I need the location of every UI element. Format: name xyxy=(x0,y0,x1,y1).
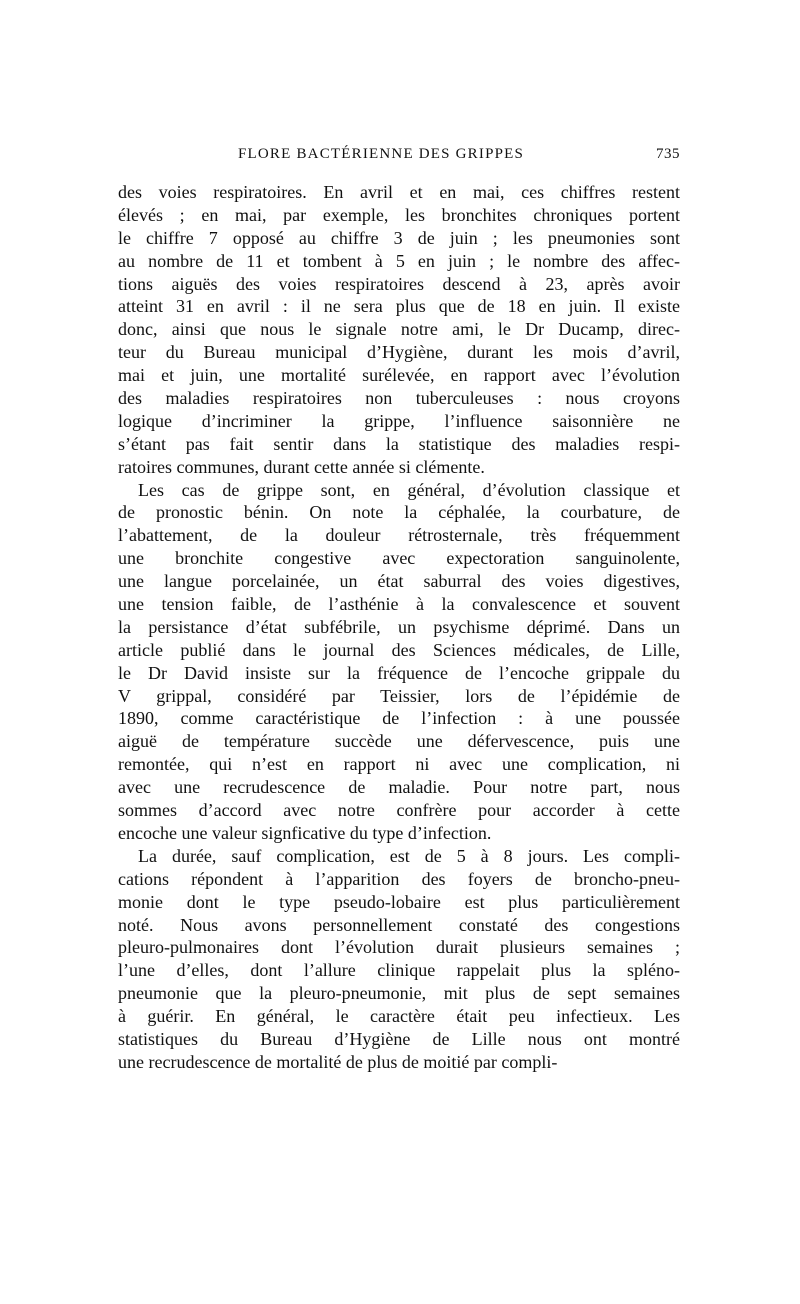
text-line: le chiffre 7 opposé au chiffre 3 de juin ; les pneumonies sont xyxy=(118,227,680,248)
text-line: teur du Bureau municipal d’Hygiène, durant les mois d’avril, xyxy=(118,342,680,363)
text-line: pleuro-pulmonaires dont l’évolution durait plusieurs semaines ; xyxy=(118,937,680,958)
text-line: une bronchite congestive avec expectoration sanguinolente, xyxy=(118,548,680,569)
text-line: Les cas de grippe sont, en général, d’évolution classique et xyxy=(138,479,680,500)
text-line: élevés ; en mai, par exemple, les bronchites chroniques portent xyxy=(118,204,680,225)
text-line: au nombre de 11 et tombent à 5 en juin ; le nombre des affec- xyxy=(118,250,680,271)
text-line: sommes d’accord avec notre confrère pour accorder à cette xyxy=(118,800,680,821)
text-line: des voies respiratoires. En avril et en mai, ces chiffres restent xyxy=(118,182,680,202)
text-line: article publié dans le journal des Sciences médicales, de Lille, xyxy=(118,639,680,660)
page-header xyxy=(118,146,680,170)
page-number: 735 xyxy=(656,146,680,162)
text-line: la persistance d’état subfébrile, un psychisme déprimé. Dans un xyxy=(118,616,680,637)
text-line: ratoires communes, durant cette année si clémente. xyxy=(118,456,485,477)
text-line: l’une d’elles, dont l’allure clinique rappelait plus la spléno- xyxy=(118,960,680,981)
text-line: une tension faible, de l’asthénie à la convalescence et souvent xyxy=(118,594,680,615)
text-line: monie dont le type pseudo-lobaire est plus particulièrement xyxy=(118,891,680,912)
body-text xyxy=(118,181,680,1074)
text-line: remontée, qui n’est en rapport ni avec une complication, ni xyxy=(118,754,680,775)
paragraph xyxy=(118,479,680,845)
text-line: cations répondent à l’apparition des foyers de broncho-pneu- xyxy=(118,868,680,889)
text-line: mai et juin, une mortalité surélevée, en rapport avec l’évolution xyxy=(118,365,680,386)
text-line: aiguë de température succède une défervescence, puis une xyxy=(118,731,680,752)
text-line: La durée, sauf complication, est de 5 à 8 jours. Les compli- xyxy=(138,845,680,866)
text-line: noté. Nous avons personnellement constaté des congestions xyxy=(118,914,680,935)
text-line: une langue porcelainée, un état saburral des voies digestives, xyxy=(118,571,680,592)
text-line: logique d’incriminer la grippe, l’influence saisonnière ne xyxy=(118,410,680,431)
running-title: FLORE BACTÉRIENNE DES GRIPPES xyxy=(238,146,525,162)
text-line: des maladies respiratoires non tuberculeuses : nous croyons xyxy=(118,388,680,409)
paragraph xyxy=(118,181,680,479)
text-line: encoche une valeur signficative du type d’infection. xyxy=(118,822,492,843)
paragraph xyxy=(118,845,680,1074)
text-line: 1890, comme caractéristique de l’infection : à une poussée xyxy=(118,708,680,729)
text-line: V grippal, considéré par Teissier, lors de l’épidémie de xyxy=(118,685,680,706)
text-line: pneumonie que la pleuro-pneumonie, mit plus de sept semaines xyxy=(118,983,680,1004)
text-line: l’abattement, de la douleur rétrosternale, très fréquemment xyxy=(118,525,680,546)
text-line: statistiques du Bureau d’Hygiène de Lille nous ont montré xyxy=(118,1028,680,1049)
text-line: atteint 31 en avril : il ne sera plus que de 18 en juin. Il existe xyxy=(118,296,680,317)
text-line: donc, ainsi que nous le signale notre ami, le Dr Ducamp, direc- xyxy=(118,319,680,340)
text-line: avec une recrudescence de maladie. Pour notre part, nous xyxy=(118,777,680,798)
text-line: le Dr David insiste sur la fréquence de l’encoche grippale du xyxy=(118,662,680,683)
text-line: s’étant pas fait sentir dans la statistique des maladies respi- xyxy=(118,433,680,454)
text-line: de pronostic bénin. On note la céphalée, la courbature, de xyxy=(118,502,680,523)
text-line: tions aiguës des voies respiratoires descend à 23, après avoir xyxy=(118,273,680,294)
text-line: une recrudescence de mortalité de plus de moitié par compli- xyxy=(118,1051,558,1072)
text-line: à guérir. En général, le caractère était peu infectieux. Les xyxy=(118,1006,680,1027)
